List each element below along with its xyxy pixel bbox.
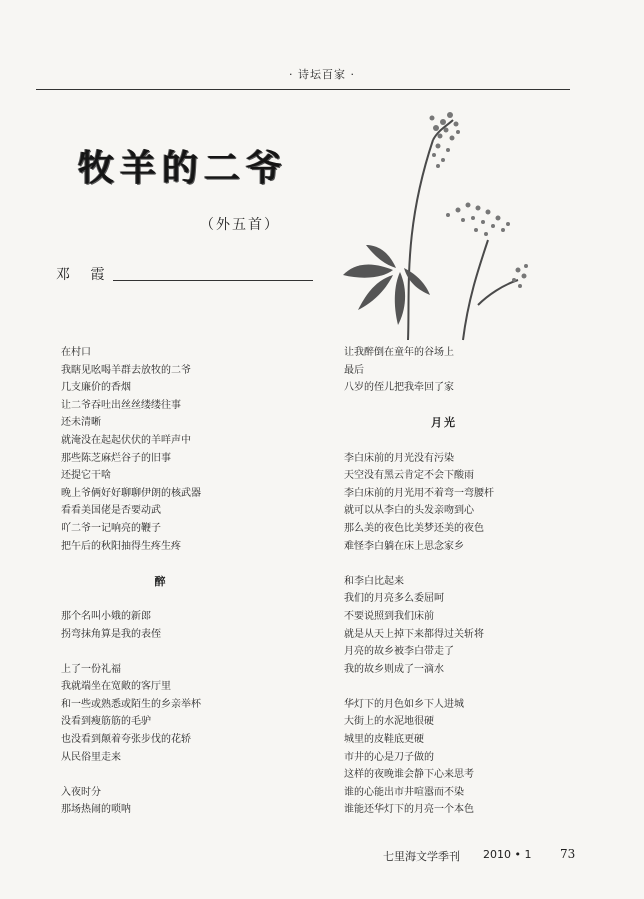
poem-line: 晚上爷俩好好聊聊伊朗的核武器 xyxy=(61,487,201,499)
poem-line: 在村口 xyxy=(61,347,91,358)
poem-line: 华灯下的月色如乡下人进城 xyxy=(344,698,464,710)
poem-line: 最后 xyxy=(344,364,364,376)
stanza-gap xyxy=(344,555,584,573)
poem-line: 入夜时分 xyxy=(61,786,101,798)
poem-line: 大街上的水泥地很硬 xyxy=(344,716,434,728)
poem-line: 月亮的故乡被李白带走了 xyxy=(344,646,454,658)
poem-line: 让二爷吞吐出丝丝缕缕往事 xyxy=(61,399,181,411)
stanza-gap xyxy=(344,397,584,415)
poem-line: 天空没有黑云肯定不会下酸雨 xyxy=(344,470,474,482)
poem-line: 这样的夜晚谁会静下心来思考 xyxy=(344,769,474,781)
header-divider xyxy=(36,89,570,90)
journal-issue: 2010 • 1 xyxy=(483,848,532,861)
poem-title: 牧羊的二爷 xyxy=(78,148,289,189)
poem-line: 没看到瘦筋筋的毛驴 xyxy=(61,716,151,728)
poem-line: 我的故乡则成了一滴水 xyxy=(344,663,444,675)
poem-line: 上了一份礼福 xyxy=(61,663,121,675)
poem-line: 那个名叫小娥的新郎 xyxy=(61,610,151,622)
stanza-gap xyxy=(61,590,301,608)
stanza-gap xyxy=(344,432,584,450)
poem-subtitle: （外五首） xyxy=(200,217,280,233)
poem-line: 和一些或熟悉或陌生的乡亲举杯 xyxy=(61,698,201,710)
page-number: 73 xyxy=(560,847,576,861)
section-header: · 诗坛百家 · xyxy=(289,68,355,81)
poem-line: 不要说照到我们床前 xyxy=(344,610,434,622)
author-name: 邓 霞 xyxy=(56,267,113,283)
poem-line: 那么美的夜色比美梦还美的夜色 xyxy=(344,522,484,534)
poem-line: 市井的心是刀子做的 xyxy=(344,751,434,763)
poem-line: 我瞎见吆喝羊群去放牧的二爷 xyxy=(61,364,191,376)
poem-line: 几支廉价的香烟 xyxy=(61,382,131,394)
left-poem-column xyxy=(61,344,301,819)
poem-line: 那些陈芝麻烂谷子的旧事 xyxy=(61,452,171,464)
poem-line: 还未清晰 xyxy=(61,417,101,429)
poem-line: 就是从天上掉下来都得过关斩将 xyxy=(344,628,484,640)
stanza-gap xyxy=(61,643,301,661)
poem-section-title: 月光 xyxy=(431,416,457,430)
poem-line: 谁能还华灯下的月亮一个本色 xyxy=(344,804,474,816)
author-underline xyxy=(113,280,313,281)
poem-line: 把午后的秋阳抽得生疼生疼 xyxy=(61,540,181,552)
stanza-gap xyxy=(61,555,301,573)
poem-line: 就可以从李白的头发亲吻到心 xyxy=(344,505,474,517)
right-poem-column xyxy=(344,344,584,819)
poem-line: 还提它干啥 xyxy=(61,470,111,482)
poem-line: 我们的月亮多么委屈呵 xyxy=(344,593,444,605)
poem-line: 谁的心能出市井喧嚣而不染 xyxy=(344,786,464,798)
poem-line: 八岁的侄儿把我牵回了家 xyxy=(344,382,454,394)
poem-line: 李白床前的月光没有污染 xyxy=(344,452,454,464)
poem-line: 就淹没在起起伏伏的羊咩声中 xyxy=(61,434,191,446)
poem-line: 李白床前的月光用不着弯一弯腰杆 xyxy=(344,487,494,499)
poem-line: 拐弯抹角算是我的表侄 xyxy=(61,628,161,640)
plant-illustration xyxy=(338,100,538,345)
poem-line: 我就端坐在宽敞的客厅里 xyxy=(61,681,171,693)
poem-line: 看看美国佬是否要动武 xyxy=(61,505,161,517)
poem-line: 和李白比起来 xyxy=(344,575,404,587)
poem-section-title: 醉 xyxy=(154,574,168,588)
poem-line: 吖二爷一记响亮的鞭子 xyxy=(61,522,161,534)
stanza-gap xyxy=(61,766,301,784)
poem-line: 从民俗里走来 xyxy=(61,751,121,763)
poem-line: 让我醉倒在童年的谷场上 xyxy=(344,347,454,358)
poem-line: 也没看到颠着夸张步伐的花轿 xyxy=(61,734,191,746)
poem-line: 那场热闹的唢呐 xyxy=(61,804,131,816)
poem-line: 难怪李白躺在床上思念家乡 xyxy=(344,540,464,552)
stanza-gap xyxy=(344,678,584,696)
poem-line: 城里的皮鞋底更硬 xyxy=(344,734,424,746)
journal-title: 七里海文学季刊 xyxy=(383,850,460,863)
